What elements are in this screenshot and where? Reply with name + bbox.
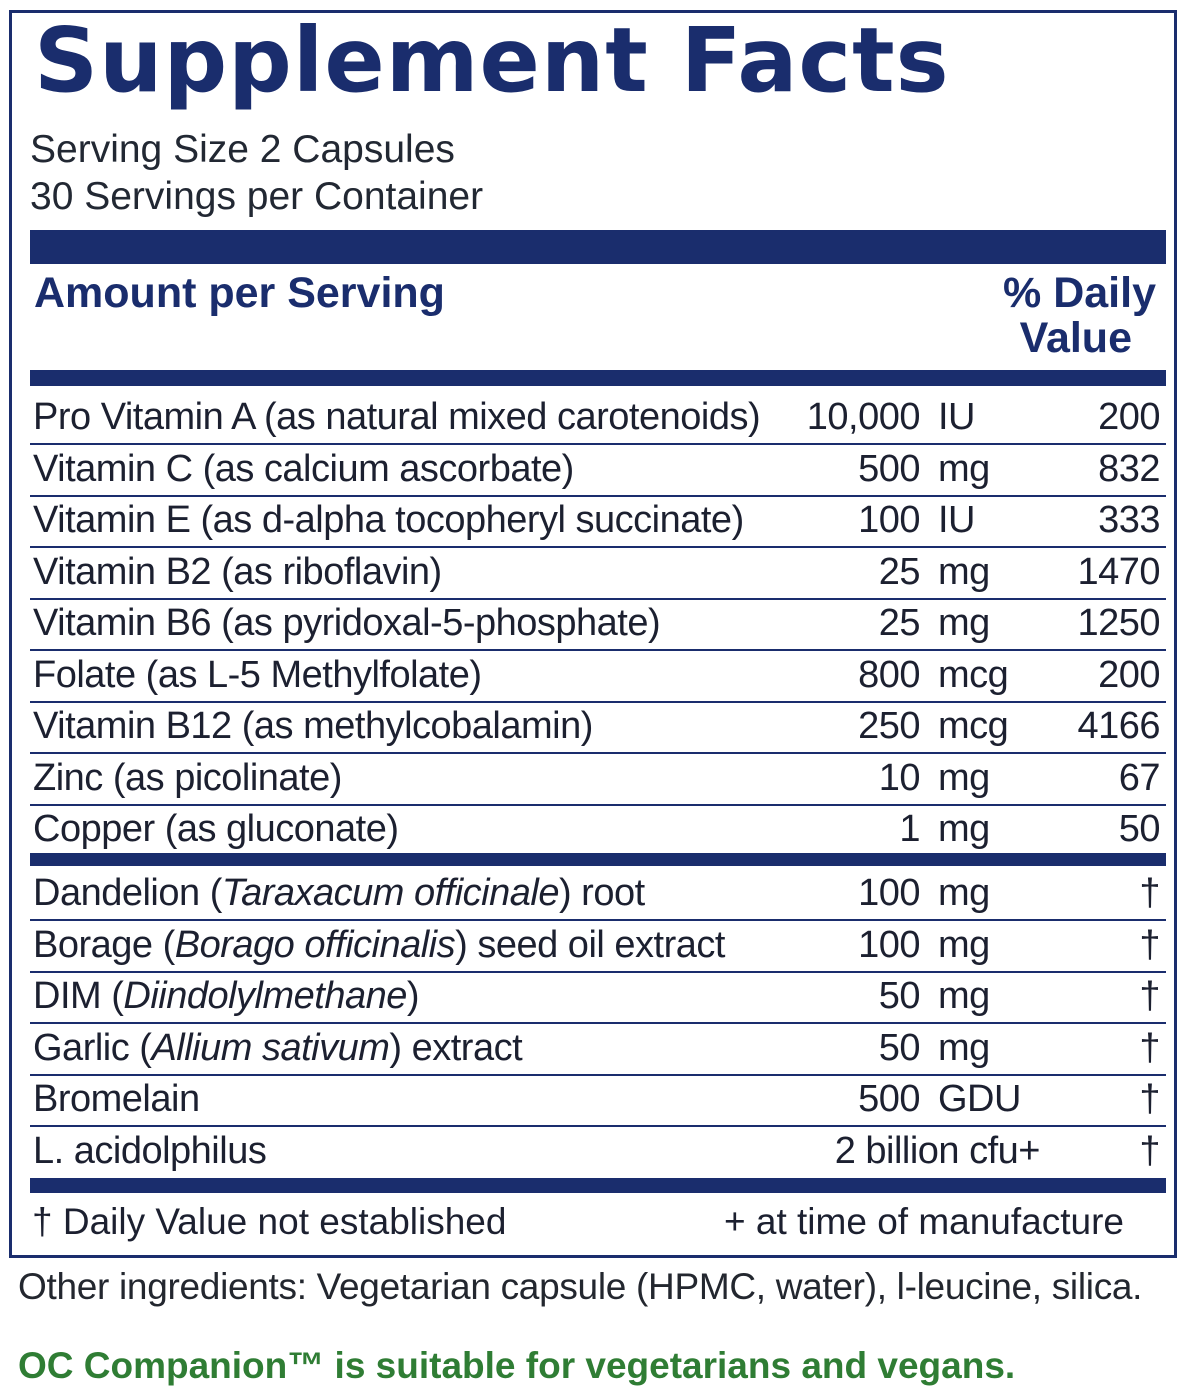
nutrient-name: Vitamin B12 (as methylcobalamin) [33, 705, 593, 747]
ingredient-name-pre: Bromelain [33, 1078, 200, 1120]
ingredient-name-pre: Dandelion ( [33, 872, 222, 914]
nutrient-daily-value: 4166 [1077, 705, 1160, 747]
nutrient-unit: mcg [938, 705, 1009, 747]
ingredient-name-pre: Garlic ( [33, 1026, 152, 1069]
table-row [30, 1128, 1166, 1179]
table-row [30, 652, 1166, 703]
supplement-facts-panel [9, 10, 1177, 1258]
ingredient-name-post: ) extract [389, 1026, 523, 1069]
nutrient-name: Vitamin C (as calcium ascorbate) [33, 447, 574, 490]
daily-value-header-line2: Value [1019, 314, 1132, 363]
nutrient-unit: mg [938, 808, 990, 850]
ingredient-name-post: ) root [558, 872, 645, 914]
nutrient-daily-value: 333 [1098, 499, 1160, 541]
nutrient-amount: 500 [858, 447, 920, 490]
ingredient-latin-name: Taraxacum officinale [221, 872, 559, 914]
table-row [30, 446, 1166, 497]
ingredient-unit: mg [938, 975, 990, 1017]
table-row [30, 703, 1166, 754]
ingredient-latin-name: Diindolylmethane [123, 975, 407, 1017]
table-row [30, 549, 1166, 600]
ingredient-unit: mg [938, 1026, 990, 1069]
vegan-note: OC Companion™ is suitable for vegetarians and vegans. [18, 1345, 1016, 1386]
daily-value-footnote: † Daily Value not established [32, 1201, 507, 1242]
servings-per-container: 30 Servings per Container [30, 175, 484, 218]
nutrient-unit: IU [938, 499, 975, 541]
ingredient-amount: 500 [858, 1078, 920, 1120]
nutrient-amount: 250 [858, 705, 920, 747]
ingredient-amount: 50 [878, 1026, 920, 1069]
serving-size: Serving Size 2 Capsules [30, 128, 455, 171]
ingredient-name [33, 924, 725, 967]
nutrient-unit: IU [938, 396, 975, 438]
table-row [30, 922, 1166, 973]
nutrient-amount: 100 [858, 499, 920, 541]
nutrient-daily-value: 1250 [1077, 602, 1160, 644]
ingredient-name-pre: Borage ( [33, 923, 175, 966]
daily-value-header-line1: % Daily [1003, 269, 1156, 317]
mid-divider-bar [30, 853, 1166, 866]
nutrient-name: Folate (as L-5 Methylfolate) [33, 653, 482, 696]
table-row [30, 755, 1166, 806]
nutrient-unit: mg [938, 602, 990, 644]
nutrient-amount: 800 [858, 653, 920, 696]
nutrient-name: Vitamin B6 (as pyridoxal-5-phosphate) [33, 602, 661, 644]
dagger-mark: † [1139, 1026, 1160, 1069]
table-row [30, 497, 1166, 548]
nutrient-daily-value: 832 [1098, 447, 1160, 490]
ingredient-name-post: ) seed oil extract [455, 923, 725, 966]
ingredient-unit: mg [938, 872, 990, 914]
nutrient-daily-value: 50 [1118, 808, 1160, 850]
nutrient-unit: mcg [938, 653, 1009, 696]
panel-title: Supplement Facts [34, 8, 950, 112]
table-row [30, 394, 1166, 445]
nutrient-amount: 25 [878, 550, 920, 593]
nutrient-name: Vitamin E (as d-alpha tocopheryl succinate) [33, 499, 744, 541]
nutrient-name: Copper (as gluconate) [33, 808, 399, 850]
top-divider-bar [30, 230, 1166, 264]
nutrient-amount: 25 [878, 602, 920, 644]
nutrient-daily-value: 200 [1098, 396, 1160, 438]
amount-per-serving-header: Amount per Serving [34, 269, 445, 317]
ingredient-name-pre: L. acidolphilus [33, 1129, 267, 1172]
dagger-mark: † [1139, 923, 1160, 966]
table-row [30, 806, 1166, 857]
ingredient-amount: 50 [878, 975, 920, 1017]
dagger-mark: † [1139, 975, 1160, 1017]
nutrient-amount: 10 [878, 756, 920, 799]
ingredient-latin-name: Borago officinalis [174, 923, 456, 966]
nutrient-name: Vitamin B2 (as riboflavin) [33, 550, 442, 593]
nutrient-name: Pro Vitamin A (as natural mixed carotenoids) [33, 396, 761, 438]
ingredient-name [33, 1027, 522, 1070]
ingredient-amount: 2 billion cfu+ [834, 1129, 1040, 1172]
ingredient-name-post: ) [406, 975, 420, 1017]
nutrient-daily-value: 1470 [1077, 550, 1160, 593]
ingredient-amount: 100 [858, 872, 920, 914]
table-row [30, 870, 1166, 921]
daily-value-header [1003, 271, 1156, 361]
nutrient-name: Zinc (as picolinate) [33, 756, 342, 799]
table-row [30, 600, 1166, 651]
other-ingredients: Other ingredients: Vegetarian capsule (HPMC, water), l-leucine, silica. [18, 1266, 1143, 1307]
ingredient-amount: 100 [858, 923, 920, 966]
dagger-mark: † [1139, 1078, 1160, 1120]
bottom-divider-bar [30, 1178, 1166, 1193]
ingredient-latin-name: Allium sativum [151, 1026, 390, 1069]
dagger-mark: † [1139, 1129, 1160, 1172]
table-row [30, 1076, 1166, 1127]
table-row [30, 1025, 1166, 1076]
dagger-mark: † [1139, 872, 1160, 914]
header-divider-bar [30, 370, 1166, 386]
manufacture-footnote: + at time of manufacture [723, 1201, 1124, 1242]
table-row [30, 973, 1166, 1024]
nutrient-daily-value: 67 [1118, 756, 1160, 799]
nutrient-daily-value: 200 [1098, 653, 1160, 696]
ingredient-name [33, 1078, 200, 1121]
nutrient-amount: 10,000 [806, 396, 920, 438]
nutrient-amount: 1 [899, 808, 920, 850]
ingredient-unit: GDU [938, 1078, 1021, 1120]
ingredient-name [33, 975, 419, 1018]
nutrient-unit: mg [938, 447, 990, 490]
ingredient-name-pre: DIM ( [33, 975, 124, 1017]
ingredient-unit: mg [938, 923, 990, 966]
nutrient-unit: mg [938, 550, 990, 593]
nutrient-unit: mg [938, 756, 990, 799]
ingredient-name [33, 872, 645, 915]
ingredient-name [33, 1130, 266, 1173]
